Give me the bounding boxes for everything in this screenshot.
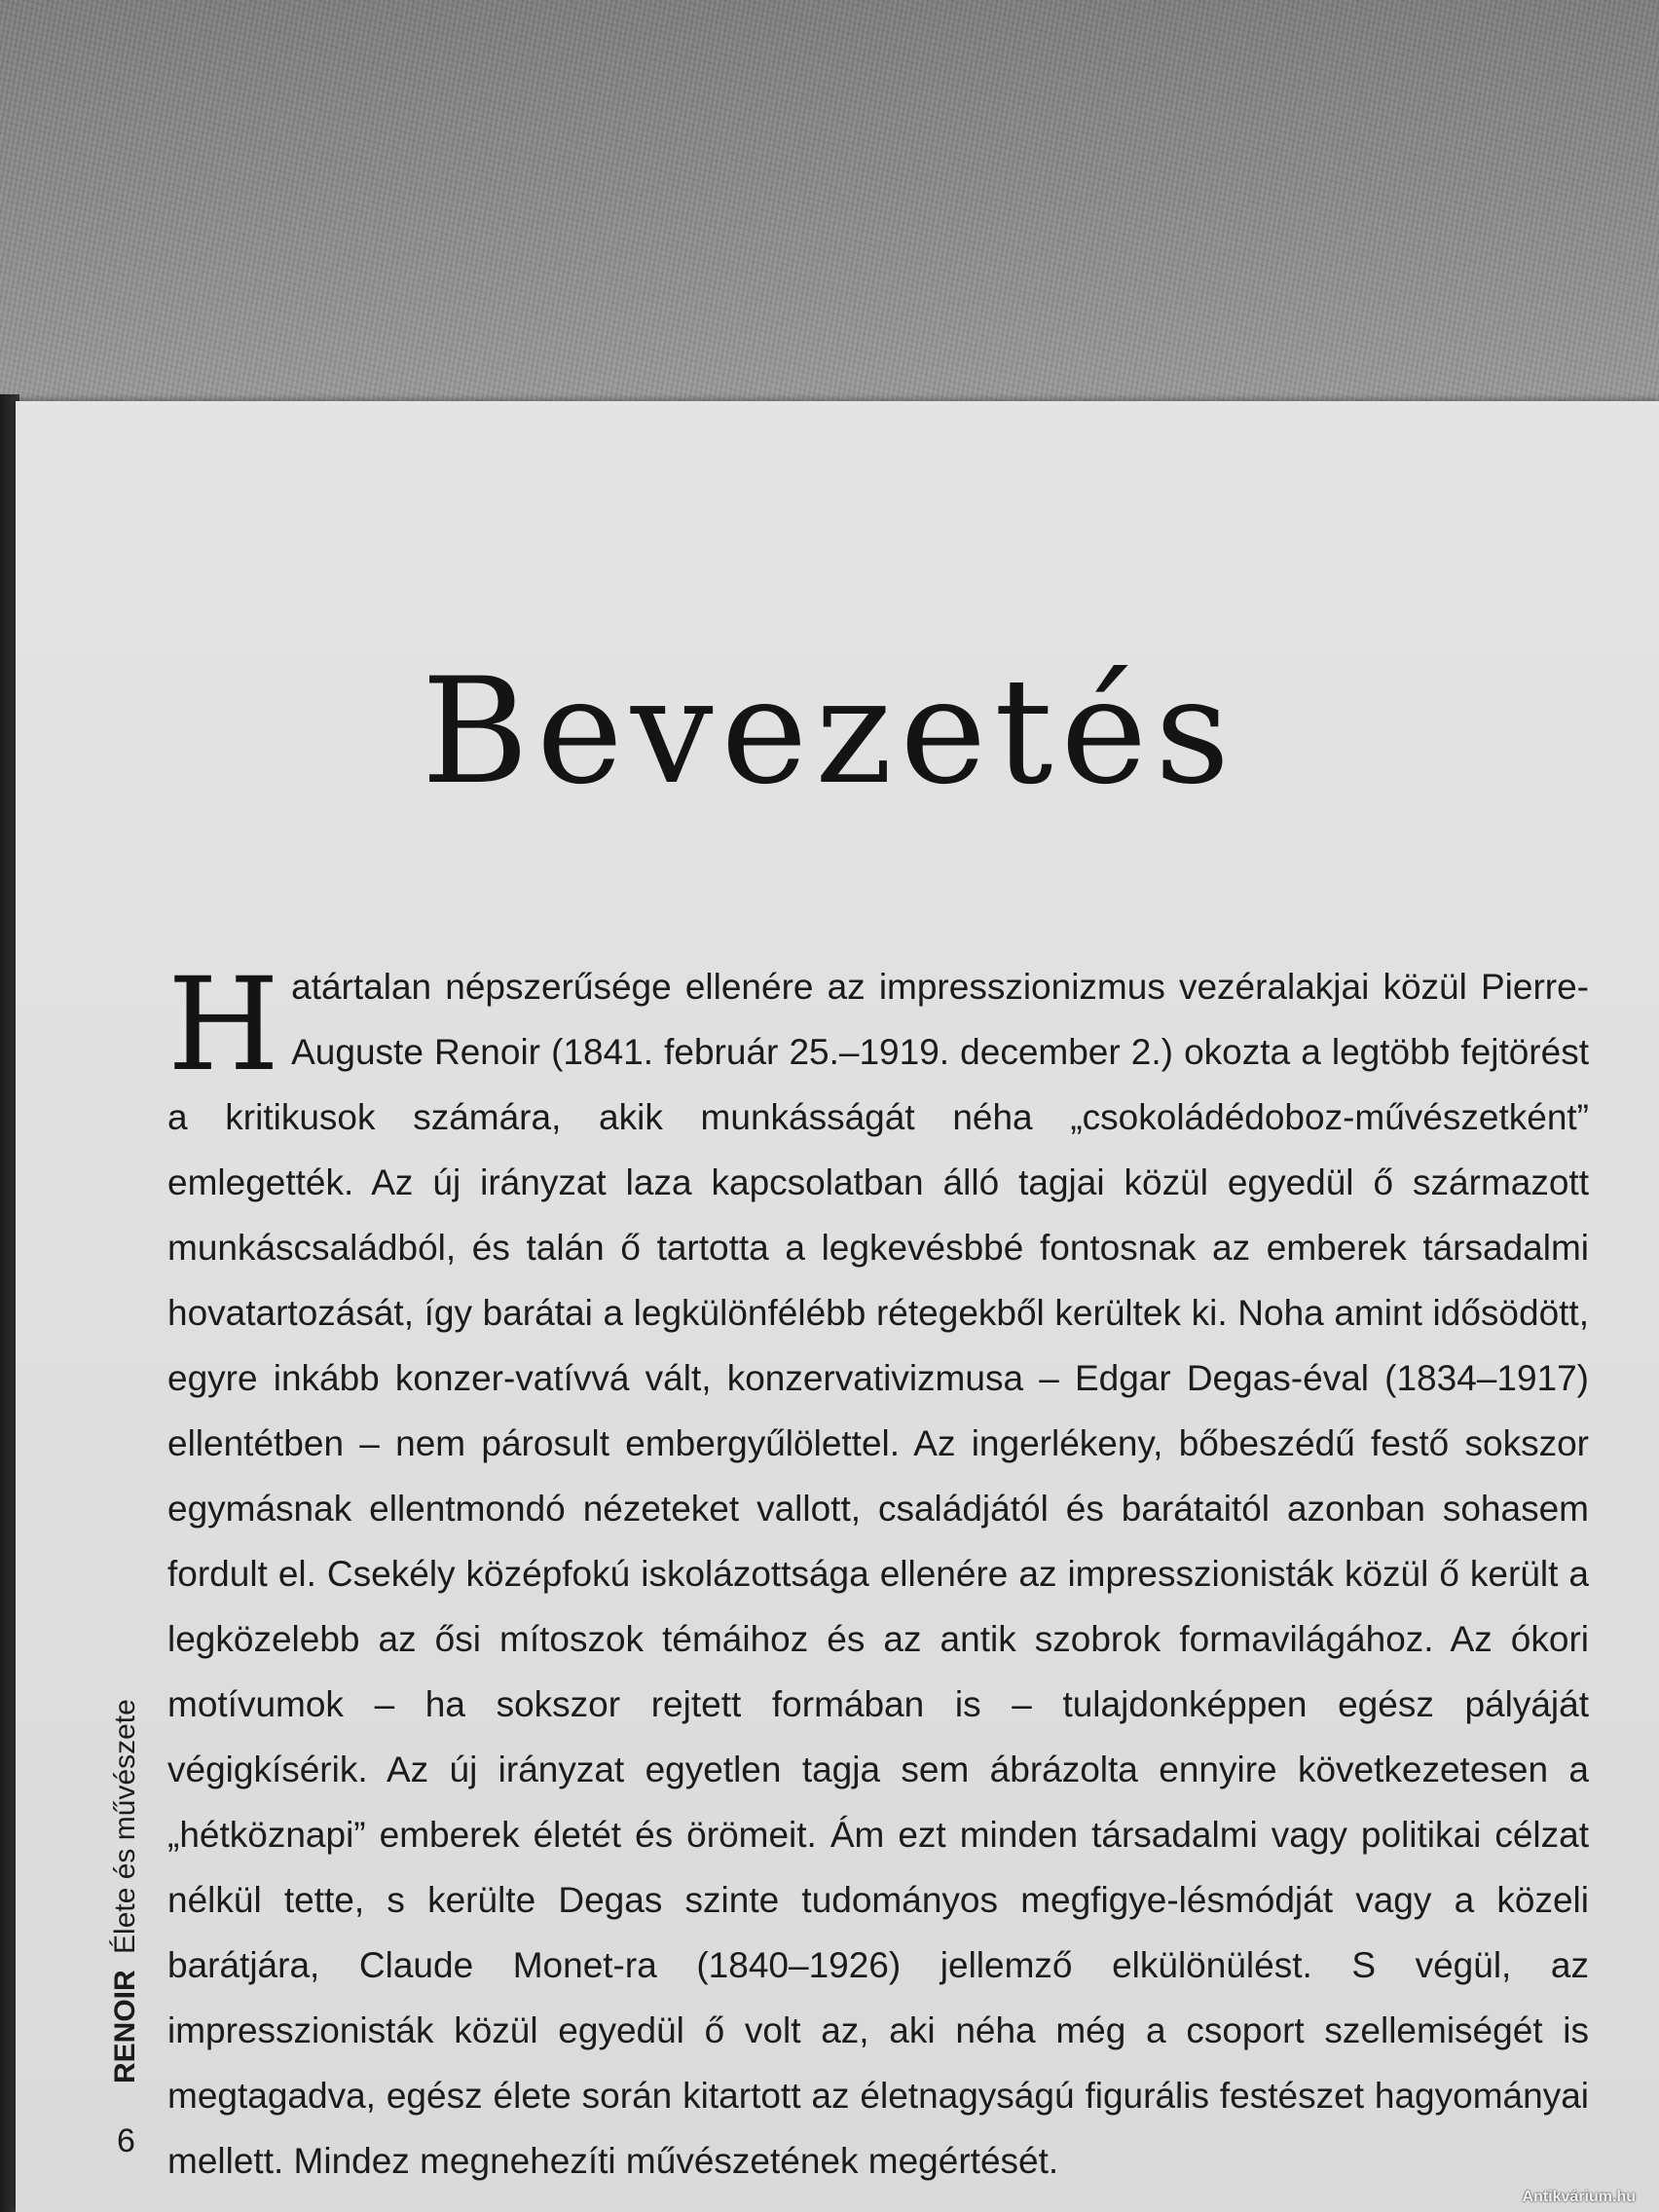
running-head [109,1699,142,2083]
running-head-subtitle: Élete és művészete [109,1699,141,1954]
drop-cap: H [167,950,280,1100]
page-title: Bevezetés [421,647,1238,817]
watermark: Antikvárium.hu [1522,2189,1636,2205]
page-number: 6 [117,2122,135,2159]
running-head-brand: RENOIR [109,1970,141,2083]
body-paragraph [167,950,1589,2194]
body-text: atártalan népszerűsége ellenére az impresszionizmus vezéralakjai közül Pierre-Auguste Renoir (1841. február 25.–1919. december 2.) okozta a legtöbb fejtörést a kritikusok számára, akik munkásságát néha „csokoládédoboz-művészetként” emlegették. Az új irányzat laza kapcsolatban álló tagjai közül egyedül ő származott munkáscsaládból, és talán ő tartotta a legkevésbbé fontosnak az emberek társadalmi hovatartozását, így barátai a legkülönfélébb rétegekből kerültek ki. Noha amint idősödött, egyre inkább konzer-vatívvá vált, konzervativizmusa – Edgar Degas-éval (1834–1917) ellentétben – nem párosult embergyűlölettel. Az ingerlékeny, bőbeszédű festő sokszor egymásnak ellentmondó nézeteket vallott, családjától és barátaitól azonban sohasem fordult el. Csekély középfokú iskolázottsága ellenére az impresszionisták közül ő került a legközelebb az ősi mítoszok témáihoz és az antik szobrok formavilágához. Az ókori motívumok – ha sokszor rejtett formában is – tulajdonképpen egész pályáját végigkísérik. Az új irányzat egyetlen tagja sem ábrázolta ennyire következetesen a „hétköznapi” emberek életét és örömeit. Ám ezt minden társadalmi vagy politikai célzat nélkül tette, s kerülte Degas szinte tudományos megfigye-lésmódját vagy a közeli barátjára, Claude Monet-ra (1840–1926) jellemző elkülönülést. S végül, az impresszionisták közül egyedül ő volt az, aki néha még a csoport szellemiségét is megtagadva, egész élete során kitartott az életnagyságú figurális festészet hagyományai mellett. Mindez megnehezíti művészetének megértését. [167,967,1589,2181]
background-wall [0,0,1659,448]
